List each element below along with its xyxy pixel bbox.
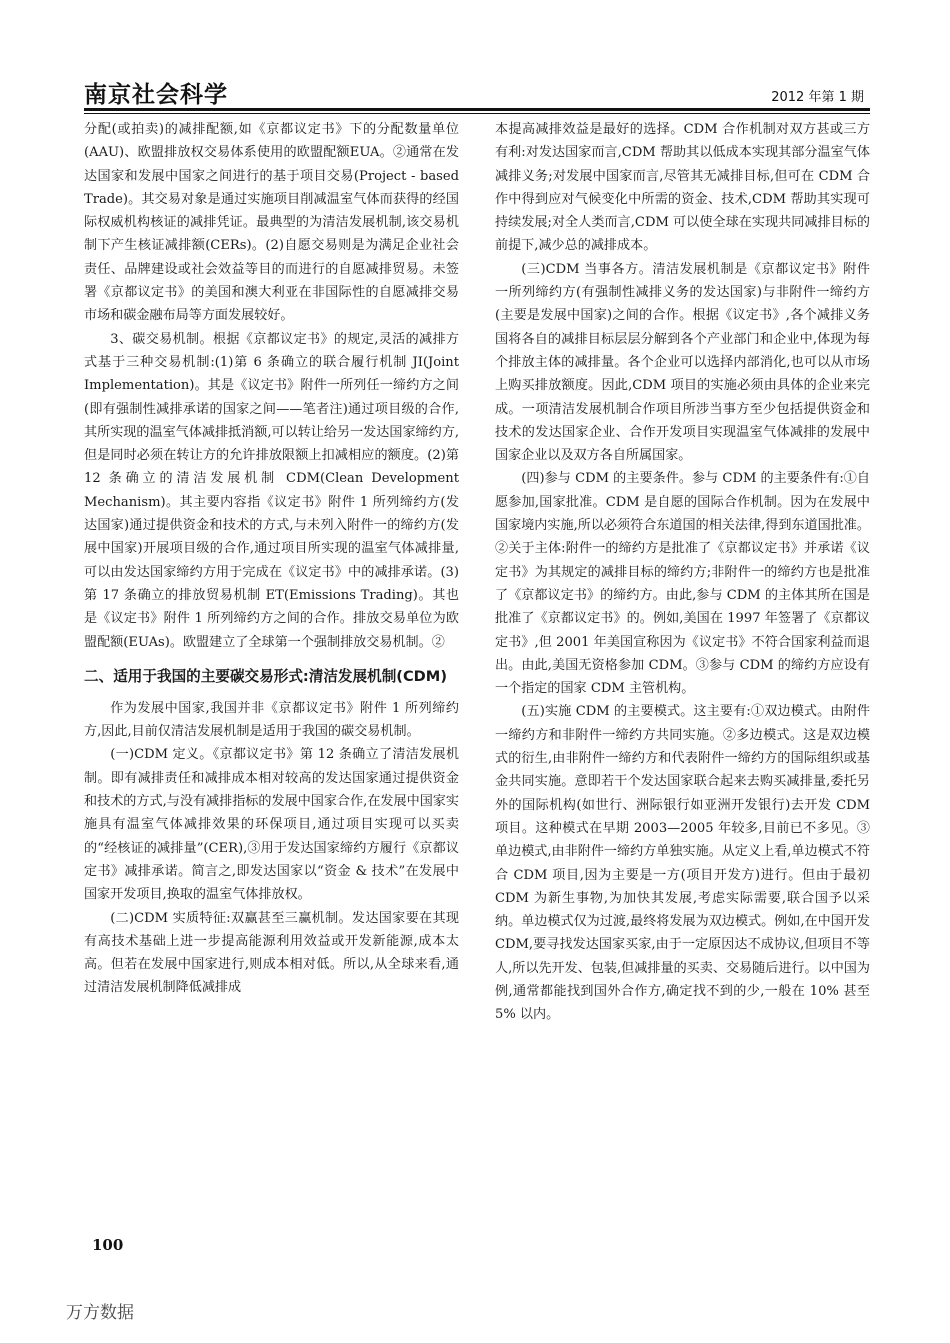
left-column xyxy=(84,118,459,1000)
paragraph: (五)实施 CDM 的主要模式。这主要有:①双边模式。由附件一缔约方和非附件一缔约方共同实施。②多边模式。这是双边模式的衍生,由非附件一缔约方和代表附件一缔约方的国际组织或基金共同实施。意即若干个发达国家联合起来去购买减排量,委托另外的国际机构(如世行、洲际银行如亚洲开发银行)去开发 CDM 项目。这种模式在早期 2003—2005 年较多,目前已不多见。③单边模式,由非附件一缔约方单独实施。从定义上看,单边模式不符合 CDM 项目,因为主要是一方(项目开发方)进行。但由于最初 CDM 为新生事物,为加快其发展,考虑实际需要,联合国予以采纳。单边模式仅为过渡,最终将发展为双边模式。例如,在中国开发 CDM,要寻找发达国家买家,由于一定原因达不成协议,但项目不等人,所以先开发、包装,但减排量的买卖、交易随后进行。以中国为例,通常都能找到国外合作方,确定找不到的少,一般在 10% 甚至 5% 以内。 xyxy=(495,704,870,1023)
paragraph: 3、碳交易机制。根据《京都议定书》的规定,灵活的减排方式基于三种交易机制:(1)第 6 条确立的联合履行机制 JI(Joint Implementation)。其是《议定书》附件一所列任一缔约方之间(即有强制性减排承诺的国家之间——笔者注)通过项目级的合作,其所实现的温室气体减排抵消额,可以转让给另一发达国家缔约方,但是同时必须在转让方的允许排放限额上扣减相应的额度。(2)第 12 条确立的清洁发展机制 CDM(Clean Development Mechanism)。其主要内容指《议定书》附件 1 所列缔约方(发达国家)通过提供资金和技术的方式,与未列入附件一的缔约方(发展中国家)开展项目级的合作,通过项目所实现的温室气体减排量,可以由发达国家缔约方用于完成在《议定书》中的减排承诺。(3)第 17 条确立的排放贸易机制 ET(Emissions Trading)。其也是《议定书》附件 1 所列缔约方之间的合作。排放交易单位为欧盟配额(EUAs)。欧盟建立了全球第一个强制排放交易机制。② xyxy=(84,331,459,650)
paragraph: (二)CDM 实质特征:双赢甚至三赢机制。发达国家要在其现有高技术基础上进一步提高能源利用效益或开发新能源,成本太高。但若在发展中国家进行,则成本相对低。所以,从全球来看,通过清洁发展机制降低减排成 xyxy=(84,910,459,996)
header-rule-thick xyxy=(84,108,870,111)
right-column xyxy=(495,118,870,1027)
page-number: 100 xyxy=(92,1236,124,1254)
paragraph: (一)CDM 定义。《京都议定书》第 12 条确立了清洁发展机制。即有减排责任和减排成本相对较高的发达国家通过提供资金和技术的方式,与没有减排指标的发展中国家合作,在发展中国家实施具有温室气体减排效果的环保项目,通过项目实现可以买卖的“经核证的减排量”(CER),③用于发达国家缔约方履行《京都议定书》减排承诺。简言之,即发达国家以“资金 & 技术”在发展中国家开发项目,换取的温室气体排放权。 xyxy=(84,747,459,903)
paragraph: 分配(或拍卖)的减排配额,如《京都议定书》下的分配数量单位(AAU)、欧盟排放权交易体系使用的欧盟配额EUA。②通常在发达国家和发展中国家之间进行的基于项目交易(Project - based Trade)。其交易对象是通过实施项目削减温室气体而获得的经国际权威机构核证的减排凭证。最典型的为清洁发展机制,该交易机制下产生核证减排额(CERs)。(2)自愿交易则是为满足企业社会责任、品牌建设或社会效益等目的而进行的自愿减排贸易。未签署《京都议定书》的美国和澳大利亚在非国际性的自愿减排交易市场和碳金融布局等方面发展较好。 xyxy=(84,122,459,324)
paragraph: (四)参与 CDM 的主要条件。参与 CDM 的主要条件有:①自愿参加,国家批准。CDM 是自愿的国际合作机制。因为在发展中国家境内实施,所以必须符合东道国的相关法律,得到东道国批准。②关于主体:附件一的缔约方是批准了《京都议定书》并承诺《议定书》为其规定的减排目标的缔约方;非附件一的缔约方也是批准了《京都议定书》的缔约方。由此,参与 CDM 的主体其所在国是批准了《京都议定书》的。例如,美国在 1997 年签署了《京都议定书》,但 2001 年美国宣称因为《议定书》不符合国家利益而退出。由此,美国无资格参加 CDM。③参与 CDM 的缔约方应设有一个指定的国家 CDM 主管机构。 xyxy=(495,471,870,697)
paragraph: (三)CDM 当事各方。清洁发展机制是《京都议定书》附件一所列缔约方(有强制性减排义务的发达国家)与非附件一缔约方(主要是发展中国家)之间的合作。根据《议定书》,各个减排义务国将各自的减排目标层层分解到各个产业部门和企业中,体现为每个排放主体的减排量。各个企业可以选择内部消化,也可以从市场上购买排放额度。因此,CDM 项目的实施必须由具体的企业来完成。一项清洁发展机制合作项目所涉当事方至少包括提供资金和技术的发达国家企业、合作开发项目实现温室气体减排的发展中国家企业以及双方各自所属国家。 xyxy=(495,261,870,464)
header-rule-thin xyxy=(84,113,870,114)
watermark: 万方数据 xyxy=(66,1303,134,1323)
paragraph: 作为发展中国家,我国并非《京都议定书》附件 1 所列缔约方,因此,目前仅清洁发展机制是适用于我国的碳交易机制。 xyxy=(84,700,459,740)
paragraph: 本提高减排效益是最好的选择。CDM 合作机制对双方甚或三方有利:对发达国家而言,CDM 帮助其以低成本实现其部分温室气体减排义务;对发展中国家而言,尽管其无减排目标,但可在 CDM 合作中得到应对气候变化中所需的资金、技术,CDM 帮助其实现可持续发展;对全人类而言,CDM 可以使全球在实现共同减排目标的前提下,减少总的减排成本。 xyxy=(495,122,870,254)
issue-label: 2012 年第 1 期 xyxy=(771,90,864,105)
section-heading: 二、适用于我国的主要碳交易形式:清洁发展机制(CDM) xyxy=(84,667,447,685)
journal-title: 南京社会科学 xyxy=(84,82,228,108)
